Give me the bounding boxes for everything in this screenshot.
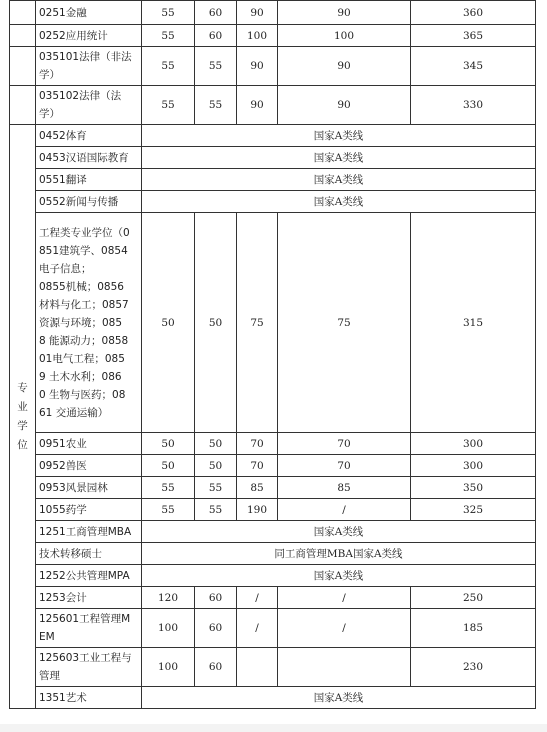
score-line-note: 国家A类线: [142, 147, 536, 169]
table-row: [10, 687, 536, 709]
category-char: 位: [17, 438, 28, 451]
category-cell-blank: [10, 25, 36, 47]
score-cell: 350: [411, 477, 536, 499]
program-name: 0552新闻与传播: [36, 191, 142, 213]
score-cell: 55: [142, 25, 195, 47]
score-cell: 55: [195, 47, 237, 86]
table-row: [10, 191, 536, 213]
score-cell: 60: [195, 648, 237, 687]
score-cell: 60: [195, 609, 237, 648]
score-cell: 100: [142, 609, 195, 648]
program-name: 035101法律（非法 学）: [36, 47, 142, 86]
table-row: [10, 169, 536, 191]
score-cell: 90: [278, 1, 411, 25]
score-line-note: 国家A类线: [142, 125, 536, 147]
table-row: [10, 147, 536, 169]
score-table-body: [10, 1, 536, 709]
score-cell: 55: [195, 477, 237, 499]
table-row: [10, 86, 536, 125]
score-line-note: 国家A类线: [142, 191, 536, 213]
score-cell: /: [237, 609, 278, 648]
table-row: [10, 213, 536, 433]
score-cell: 50: [195, 455, 237, 477]
score-cell: 345: [411, 47, 536, 86]
score-cell: 325: [411, 499, 536, 521]
page-bottom-edge: [0, 724, 547, 732]
score-cell: 185: [411, 609, 536, 648]
score-cell: 100: [237, 25, 278, 47]
program-name: 0453汉语国际教育: [36, 147, 142, 169]
program-name: 1251工商管理MBA: [36, 521, 142, 543]
score-cell: 60: [195, 587, 237, 609]
program-name: 技术转移硕士: [36, 543, 142, 565]
score-cell: 75: [237, 213, 278, 433]
category-char: 学: [17, 419, 28, 432]
score-cell: /: [237, 587, 278, 609]
table-row: [10, 47, 536, 86]
table-row: [10, 477, 536, 499]
score-cell: /: [278, 609, 411, 648]
score-cell: 70: [278, 455, 411, 477]
score-cell: 90: [237, 86, 278, 125]
program-name: 0252应用统计: [36, 25, 142, 47]
score-line-note: 同工商管理MBA国家A类线: [142, 543, 536, 565]
category-cell-blank: [10, 1, 36, 25]
program-name: 1351艺术: [36, 687, 142, 709]
score-line-note: 国家A类线: [142, 565, 536, 587]
score-cell: 50: [195, 213, 237, 433]
score-cell: 55: [142, 499, 195, 521]
score-cell: 85: [278, 477, 411, 499]
score-cell: 70: [237, 455, 278, 477]
score-cell: /: [278, 499, 411, 521]
score-table-page: [9, 0, 535, 724]
program-name: 0952兽医: [36, 455, 142, 477]
score-cell: 75: [278, 213, 411, 433]
score-cell: 50: [142, 433, 195, 455]
score-cell: 230: [411, 648, 536, 687]
score-cell: [237, 648, 278, 687]
score-cell: [278, 648, 411, 687]
score-cell: 55: [195, 86, 237, 125]
category-cell-blank: [10, 86, 36, 125]
table-row: [10, 521, 536, 543]
table-row: [10, 587, 536, 609]
table-row: [10, 499, 536, 521]
score-cell: 60: [195, 25, 237, 47]
program-name: 1253会计: [36, 587, 142, 609]
score-cell: 360: [411, 1, 536, 25]
program-name: 0551翻译: [36, 169, 142, 191]
score-cell: 55: [142, 86, 195, 125]
category-char: 业: [17, 400, 28, 413]
score-cell: 70: [278, 433, 411, 455]
score-cell: 90: [237, 1, 278, 25]
score-cell: 300: [411, 455, 536, 477]
category-cell-blank: [10, 47, 36, 86]
score-cell: 100: [278, 25, 411, 47]
table-row: [10, 433, 536, 455]
program-name: 125601工程管理M EM: [36, 609, 142, 648]
table-row: [10, 648, 536, 687]
score-cell: 70: [237, 433, 278, 455]
program-name: 035102法律（法 学）: [36, 86, 142, 125]
score-cell: 120: [142, 587, 195, 609]
score-cell: 85: [237, 477, 278, 499]
table-row: [10, 565, 536, 587]
table-row: [10, 25, 536, 47]
score-cell: 50: [142, 455, 195, 477]
score-cell: 330: [411, 86, 536, 125]
program-name: 125603工业工程与 管理: [36, 648, 142, 687]
score-line-note: 国家A类线: [142, 521, 536, 543]
table-row: [10, 543, 536, 565]
score-cell: 315: [411, 213, 536, 433]
score-cell: 100: [142, 648, 195, 687]
program-name: 0251金融: [36, 1, 142, 25]
program-name: 0951农业: [36, 433, 142, 455]
program-name: 0953风景园林: [36, 477, 142, 499]
score-table: [9, 0, 536, 709]
program-name: 0452体育: [36, 125, 142, 147]
score-cell: 250: [411, 587, 536, 609]
score-cell: 90: [278, 47, 411, 86]
score-cell: 55: [142, 47, 195, 86]
category-char: 专: [17, 381, 28, 394]
score-cell: 190: [237, 499, 278, 521]
program-name: 工程类专业学位（0 851建筑学、0854 电子信息； 0855机械；0856 材料与化工；0857 资源与环境；085 8 能源动力；0858 01电气工程；085 9 土木水利；086 0 生物与医药；08 61 交通运输）: [36, 213, 142, 433]
score-cell: 55: [142, 1, 195, 25]
score-cell: 300: [411, 433, 536, 455]
program-name: 1055药学: [36, 499, 142, 521]
score-cell: 90: [278, 86, 411, 125]
program-name: 1252公共管理MPA: [36, 565, 142, 587]
table-row: [10, 1, 536, 25]
score-cell: 55: [142, 477, 195, 499]
score-cell: 60: [195, 1, 237, 25]
category-cell: [10, 125, 36, 709]
score-cell: 50: [142, 213, 195, 433]
table-row: [10, 455, 536, 477]
score-cell: 55: [195, 499, 237, 521]
score-cell: 50: [195, 433, 237, 455]
score-cell: 365: [411, 25, 536, 47]
score-cell: 90: [237, 47, 278, 86]
score-line-note: 国家A类线: [142, 169, 536, 191]
score-cell: /: [278, 587, 411, 609]
score-line-note: 国家A类线: [142, 687, 536, 709]
table-row: [10, 609, 536, 648]
table-row: [10, 125, 536, 147]
